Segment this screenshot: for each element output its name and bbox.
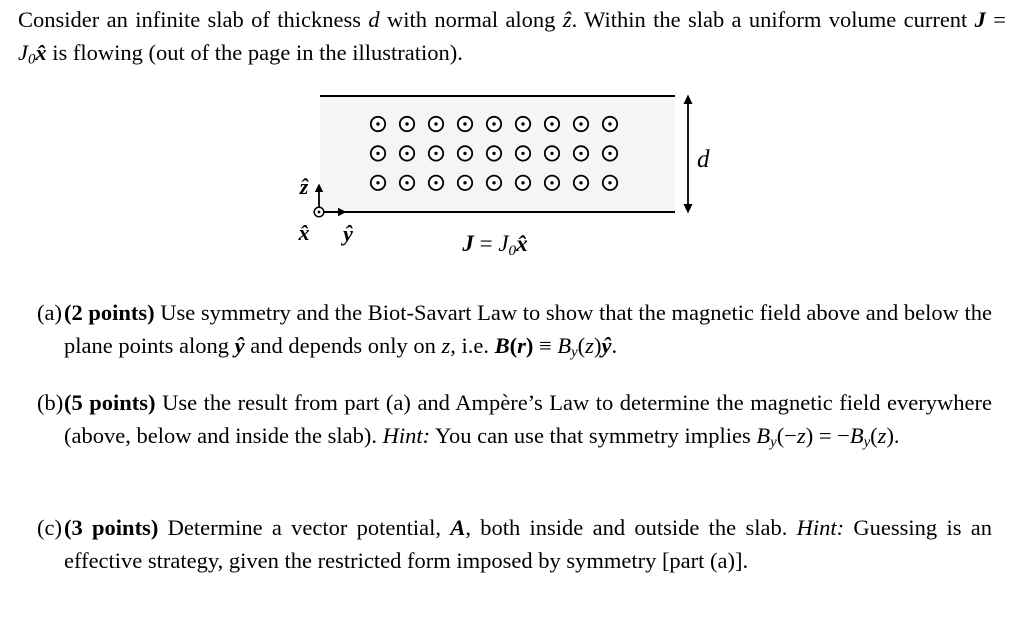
thickness-label: d bbox=[697, 146, 710, 173]
current-out-of-page-icon bbox=[603, 146, 617, 160]
part-label: (a) bbox=[37, 300, 62, 325]
problem-figure bbox=[280, 85, 720, 250]
part-label: (b) bbox=[37, 390, 64, 415]
part-b-item bbox=[37, 386, 992, 452]
current-out-of-page-icon bbox=[429, 176, 443, 190]
current-out-of-page-icon bbox=[516, 146, 530, 160]
origin-out-of-page-icon bbox=[314, 207, 324, 217]
current-out-of-page-icon bbox=[516, 176, 530, 190]
current-density-label: $J = J_0x̂$ bbox=[462, 231, 528, 259]
current-out-of-page-icon bbox=[400, 176, 414, 190]
current-out-of-page-icon bbox=[429, 146, 443, 160]
x-axis-label: x̂ bbox=[298, 220, 310, 245]
current-out-of-page-icon bbox=[458, 176, 472, 190]
part-body: (2 points) Use symmetry and the Biot-Savart Law to show that the magnetic field above and below the plane points along ŷ and depends only on z, i.e. $B(r) \equiv B_y(z)ŷ$. bbox=[64, 300, 993, 361]
current-out-of-page-icon bbox=[371, 176, 385, 190]
current-out-of-page-icon bbox=[487, 117, 501, 131]
current-out-of-page-icon bbox=[371, 117, 385, 131]
current-out-of-page-icon bbox=[545, 146, 559, 160]
current-out-of-page-icon bbox=[487, 176, 501, 190]
y-axis-label: ŷ bbox=[343, 221, 353, 246]
current-out-of-page-icon bbox=[516, 117, 530, 131]
current-out-of-page-icon bbox=[574, 176, 588, 190]
current-out-of-page-icon bbox=[545, 117, 559, 131]
z-axis-label: ẑ bbox=[299, 174, 309, 199]
part-label: (c) bbox=[37, 515, 62, 540]
part-body: (5 points) Use the result from part (a) and Ampère’s Law to determine the magnetic field everywhere (above, below and inside the slab). Hint: You can use that symmetry implies $B_y(-z) = -B_y(z)$. bbox=[64, 390, 992, 451]
current-out-of-page-icon bbox=[458, 146, 472, 160]
part-a-item bbox=[37, 296, 992, 362]
current-out-of-page-icon bbox=[545, 176, 559, 190]
current-out-of-page-icon bbox=[371, 146, 385, 160]
current-grid bbox=[371, 117, 617, 190]
part-body: (3 points) Determine a vector potential, A, both inside and outside the slab. Hint: Guessing is an effective strategy, given the restricted form imposed by symmetry [part (a)]. bbox=[64, 515, 992, 573]
current-out-of-page-icon bbox=[603, 176, 617, 190]
current-out-of-page-icon bbox=[400, 146, 414, 160]
current-out-of-page-icon bbox=[574, 117, 588, 131]
current-out-of-page-icon bbox=[400, 117, 414, 131]
current-out-of-page-icon bbox=[603, 117, 617, 131]
intro-paragraph: Consider an infinite slab of thickness d with normal along ẑ. Within the slab a uniform volume current $J = J_0x̂$ is flowing (out of the page in the illustration). bbox=[18, 7, 1006, 68]
thickness-arrow bbox=[684, 95, 693, 214]
current-out-of-page-icon bbox=[487, 146, 501, 160]
current-out-of-page-icon bbox=[574, 146, 588, 160]
current-out-of-page-icon bbox=[458, 117, 472, 131]
part-c-item bbox=[37, 511, 992, 577]
current-out-of-page-icon bbox=[429, 117, 443, 131]
